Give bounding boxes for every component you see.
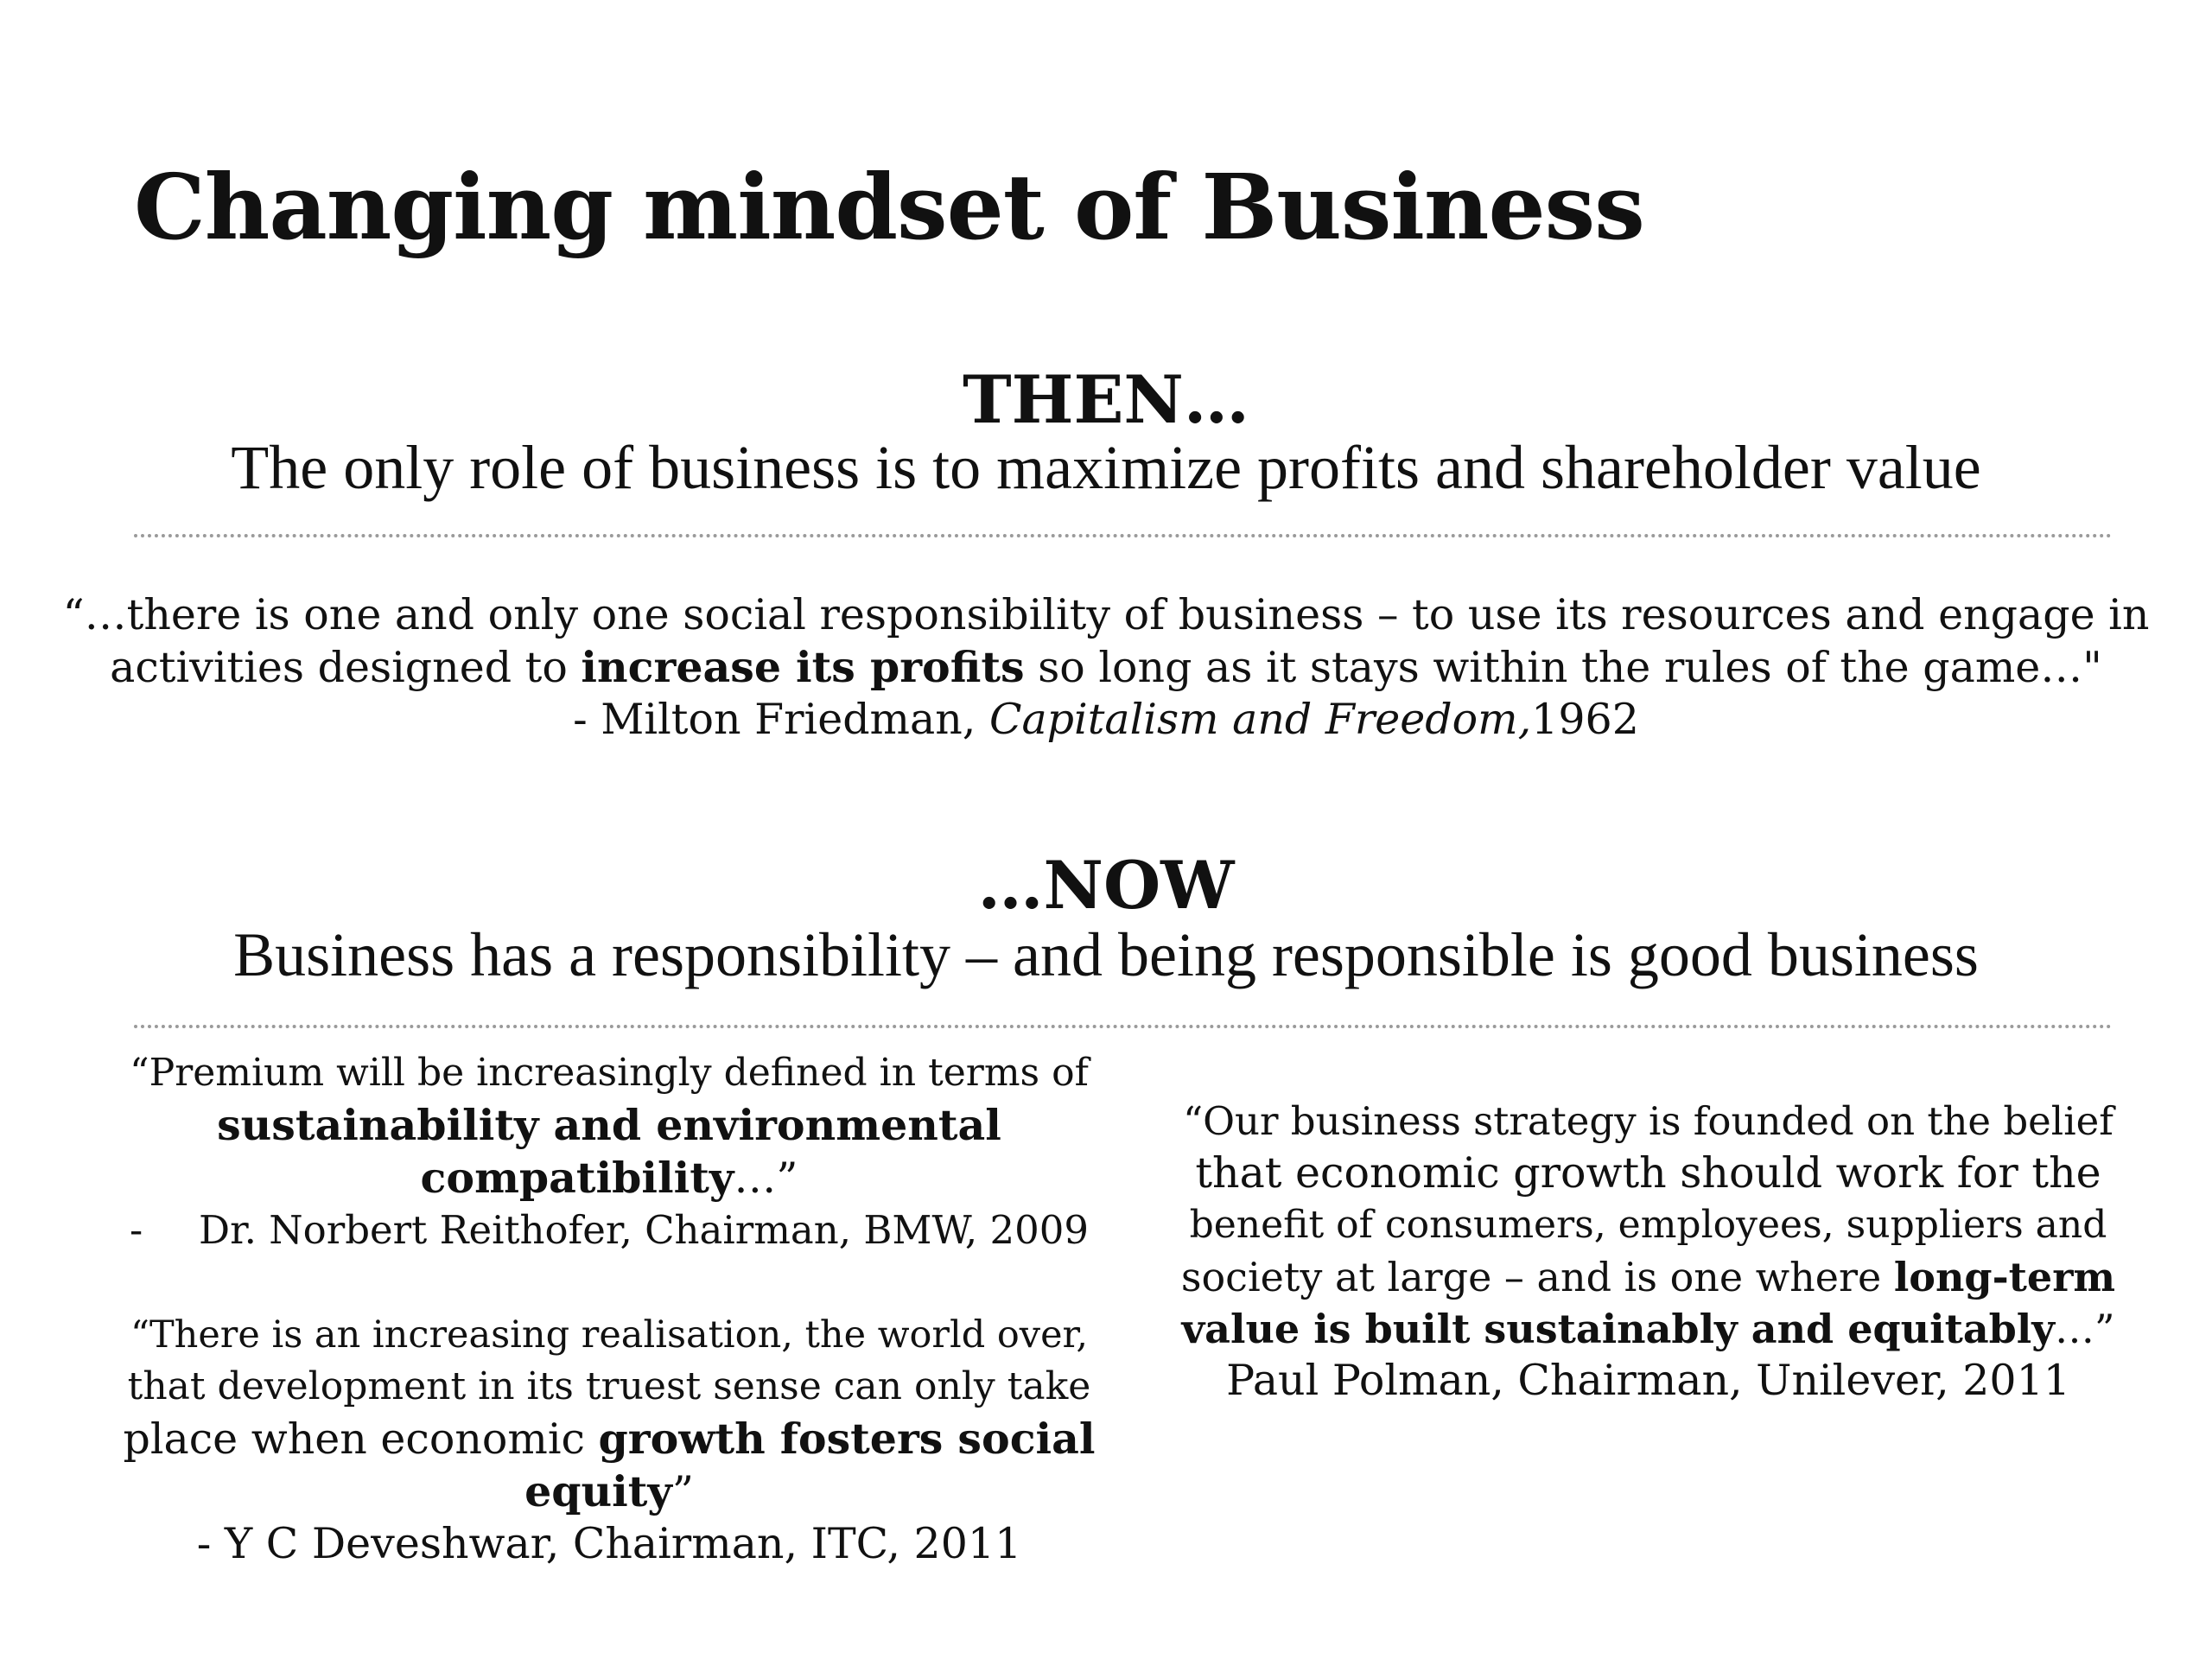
friedman-quote-line-2: activities designed to increase its profits so long as it stays within the rules of the game…": [110, 642, 2102, 692]
slide-title: Changing mindset of Business: [134, 154, 1644, 260]
itc-quote-line-3: place when economic growth fosters social: [123, 1414, 1096, 1464]
itc-quote-line-2: that development in its truest sense can only take: [127, 1364, 1091, 1408]
unilever-quote-line-1: “Our business strategy is founded on the belief: [1183, 1098, 2113, 1144]
itc-quote: [121, 1309, 1097, 1570]
itc-attribution: - Y C Deveshwar, Chairman, ITC, 2011: [196, 1519, 1022, 1568]
friedman-emphasis: increase its profits: [581, 642, 1025, 692]
itc-quote-line-4: equity”: [524, 1466, 694, 1516]
friedman-quote-line-1: “…there is one and only one social responsibility of business – to use its resources and engage in: [62, 590, 2150, 639]
bmw-quote-line-2: sustainability and environmental: [217, 1100, 1001, 1150]
bmw-quote: [121, 1047, 1097, 1256]
unilever-quote-line-3: benefit of consumers, employees, suppliers and: [1189, 1203, 2107, 1247]
friedman-book-title: Capitalism and Freedom,: [988, 695, 1532, 744]
now-divider: [134, 1025, 2113, 1028]
friedman-attribution: - Milton Friedman, Capitalism and Freedom,1962: [573, 695, 1639, 744]
bmw-attribution: - Dr. Norbert Reithofer, Chairman, BMW, 2009: [130, 1207, 1089, 1253]
bmw-quote-line-1: “Premium will be increasingly defined in terms of: [130, 1051, 1089, 1095]
unilever-quote-line-5: value is built sustainably and equitably…”: [1181, 1306, 2115, 1352]
unilever-quote: [1179, 1096, 2117, 1407]
unilever-quote-line-4: society at large – and is one where long-term: [1180, 1254, 2116, 1300]
itc-quote-line-1: “There is an increasing realisation, the world over,: [130, 1313, 1089, 1357]
bmw-quote-line-3: compatibility…”: [420, 1153, 798, 1203]
now-statement: Business has a responsibility – and being responsible is good business: [233, 920, 1979, 989]
then-statement: The only role of business is to maximize profits and shareholder value: [231, 433, 1981, 502]
then-divider: [134, 534, 2113, 537]
unilever-quote-line-2: that economic growth should work for the: [1195, 1148, 2101, 1198]
friedman-quote: [0, 589, 2212, 746]
now-heading: …NOW: [977, 847, 1235, 924]
unilever-attribution: Paul Polman, Chairman, Unilever, 2011: [1226, 1356, 2070, 1405]
then-heading: THEN…: [963, 361, 1249, 438]
